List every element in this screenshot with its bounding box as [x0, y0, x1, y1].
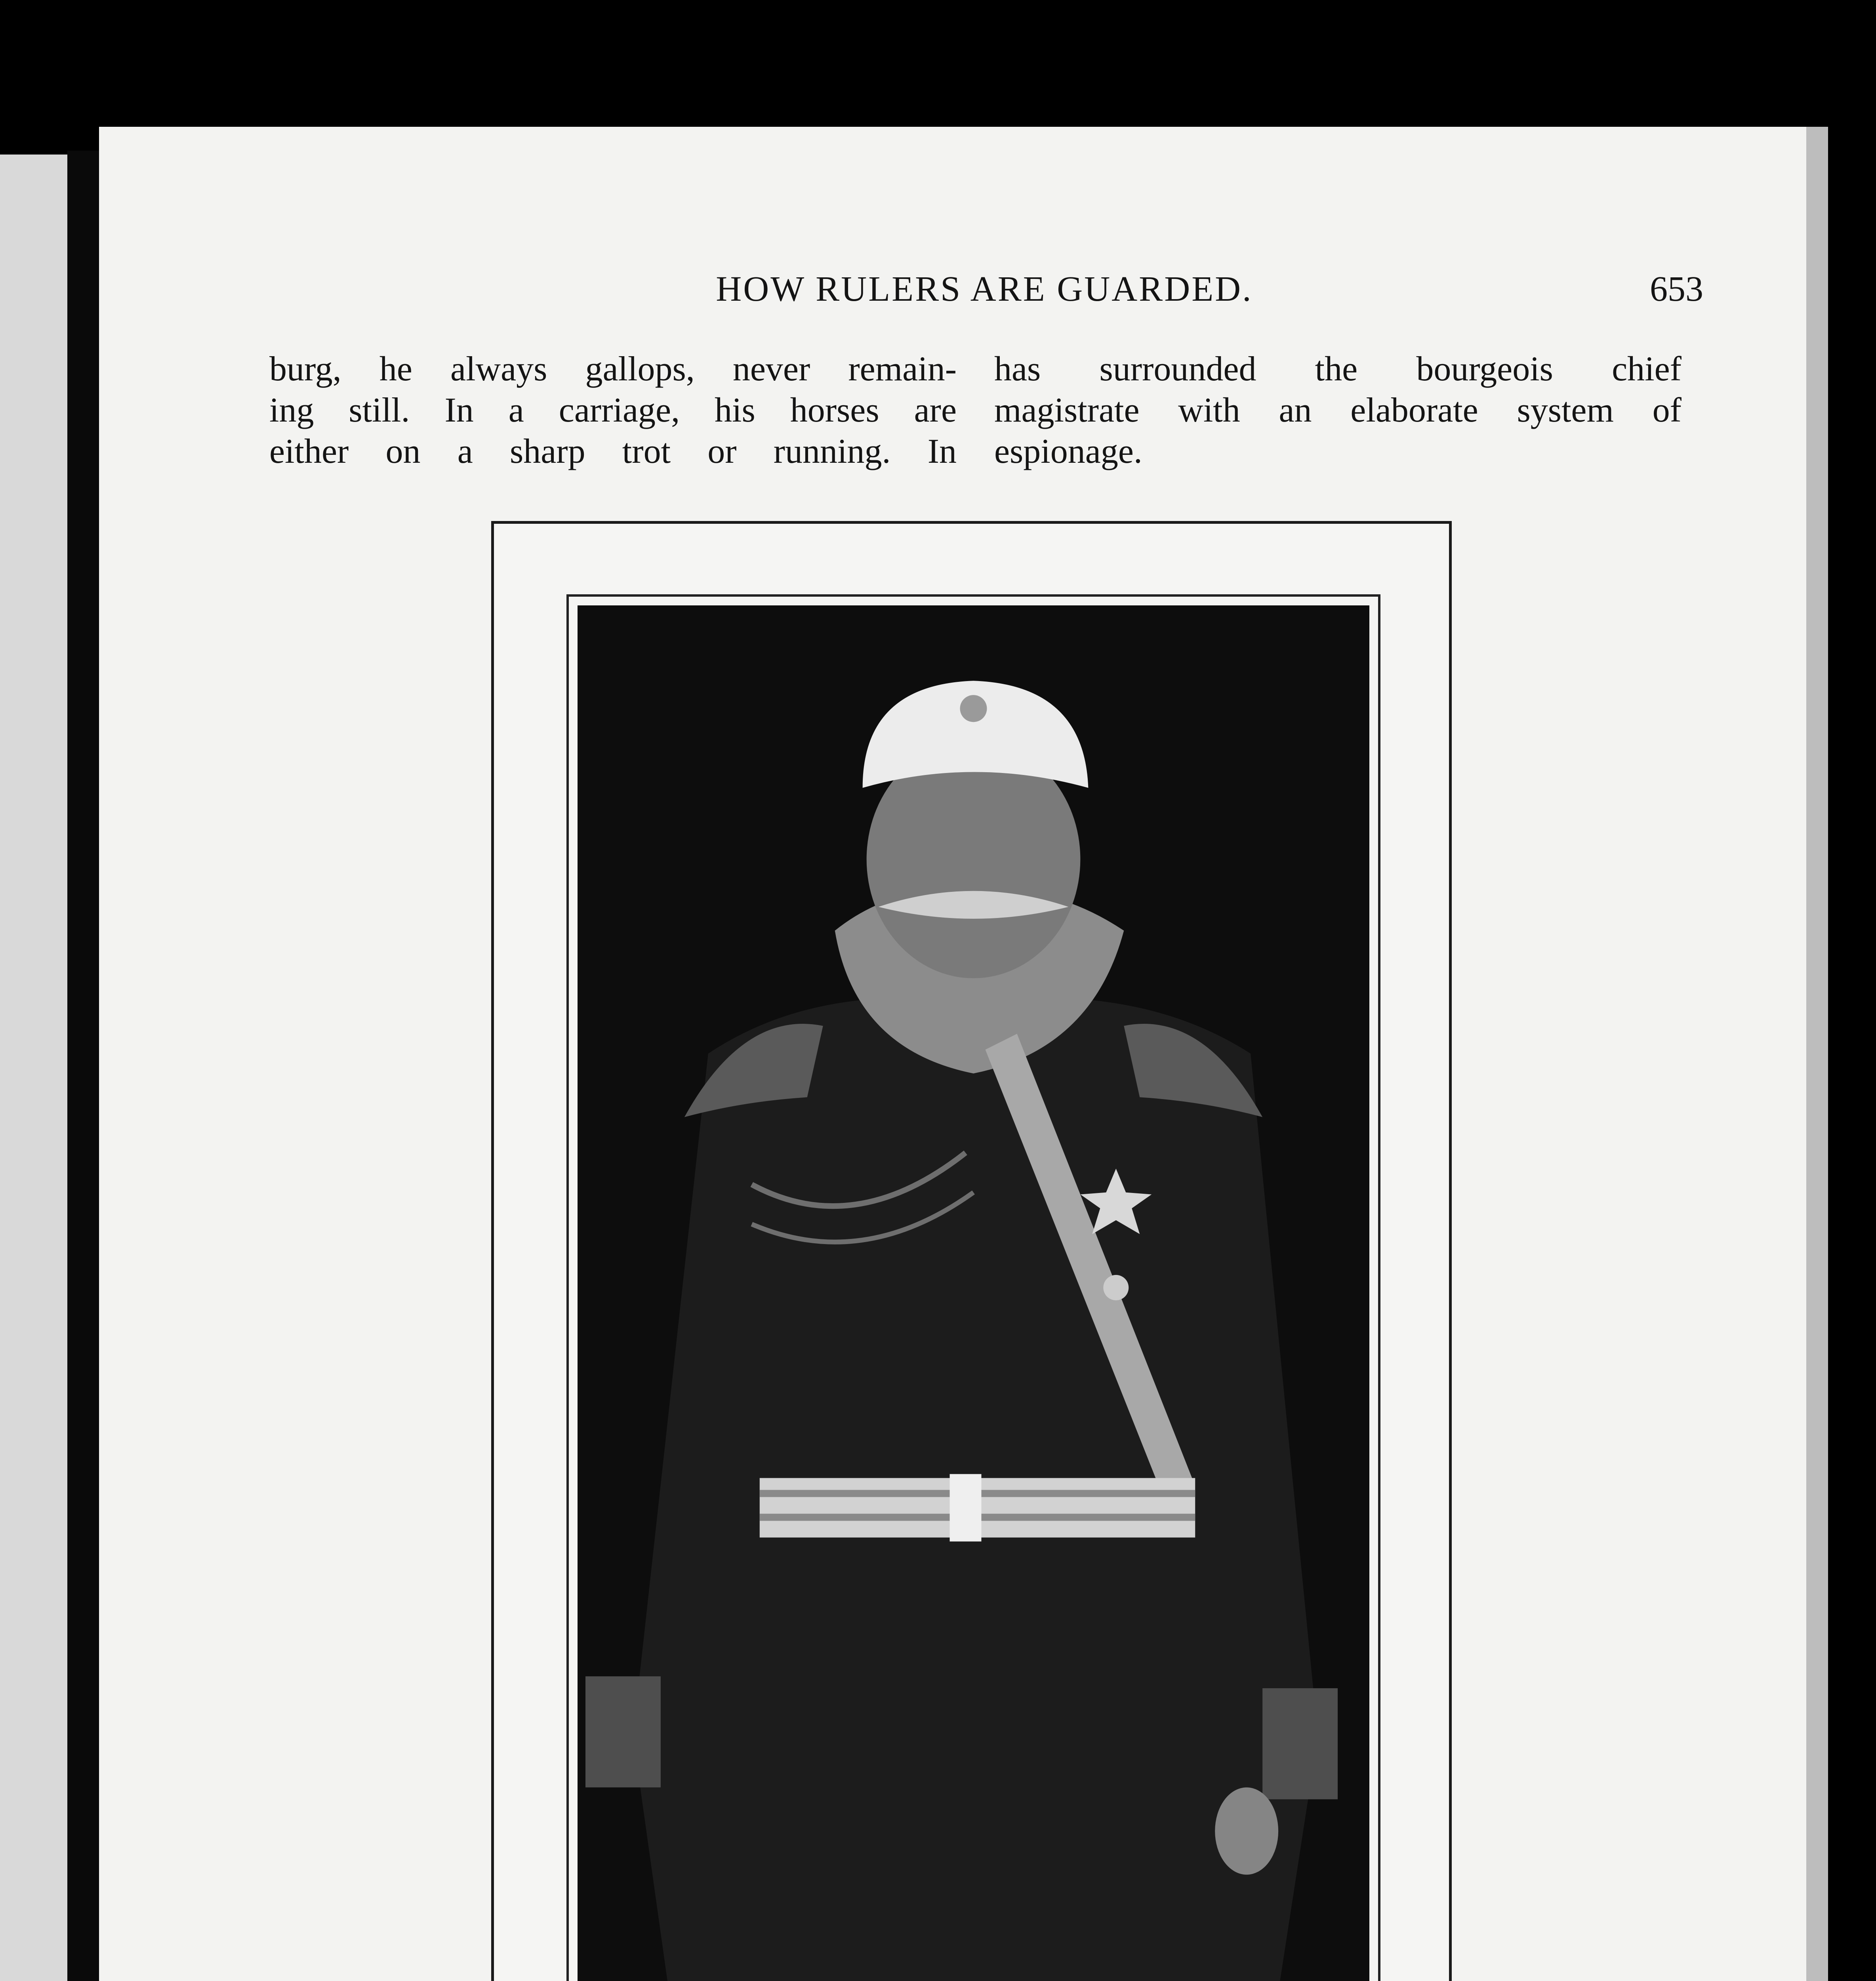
- text-line: has surrounded the bourgeois chief: [994, 350, 1682, 388]
- page-number: 653: [1650, 269, 1703, 309]
- text-line: espionage.: [994, 432, 1142, 471]
- top-left-column: [269, 349, 957, 472]
- book-gutter: [67, 151, 103, 1981]
- text-line: either on a sharp trot or running. In: [269, 432, 957, 471]
- text-line: ing still. In a carriage, his horses are: [269, 391, 957, 429]
- page-edge-shadow: [1806, 127, 1828, 1981]
- top-right-column: [994, 349, 1682, 472]
- portrait-photo: [578, 605, 1369, 1981]
- text-line: magistrate with an elaborate system of: [994, 391, 1682, 429]
- photo-frame: [566, 594, 1380, 1981]
- running-header: HOW RULERS ARE GUARDED.: [716, 269, 1253, 309]
- text-line: burg, he always gallops, never remain-: [269, 350, 957, 388]
